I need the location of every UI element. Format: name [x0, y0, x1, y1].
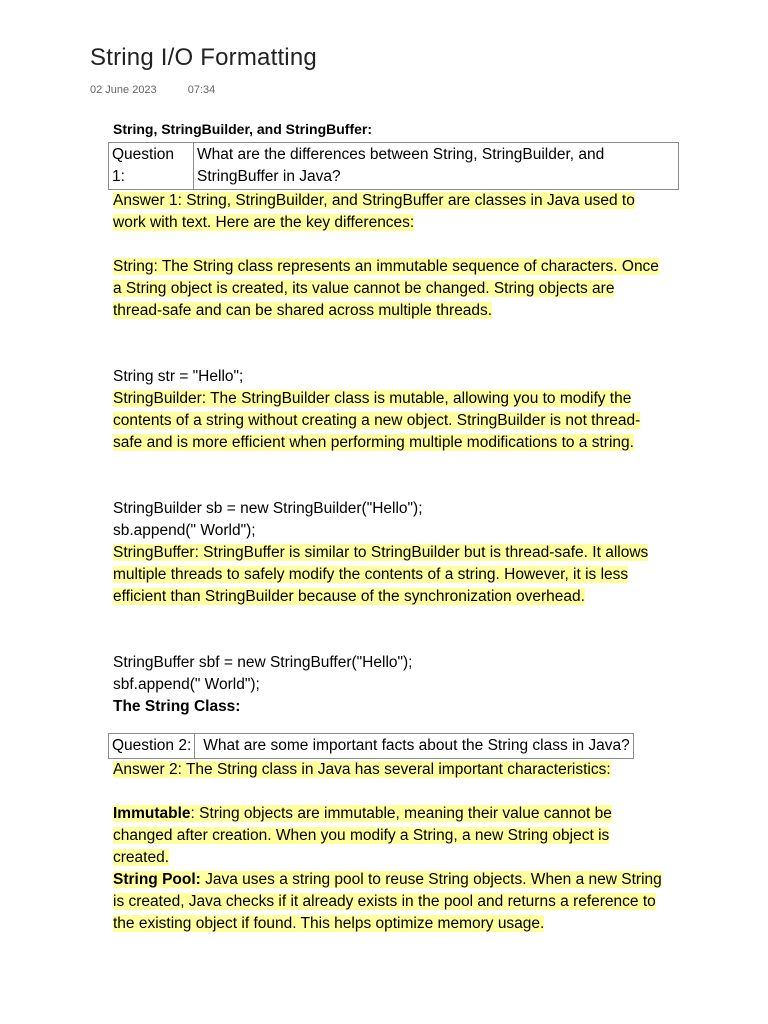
question-text-cell: What are some important facts about the String class in Java? [195, 734, 633, 759]
note-content[interactable] [113, 118, 678, 935]
code-block-1 [113, 366, 678, 388]
question-table-1 [108, 142, 679, 190]
text-line: : String objects are immutable, meaning their value cannot be [190, 805, 612, 822]
page-timestamp [90, 84, 215, 96]
code-block-2 [113, 498, 678, 542]
text-line: efficient than StringBuilder because of the synchronization overhead. [113, 588, 585, 605]
text-line: is created, Java checks if it already exists in the pool and returns a reference to [113, 893, 656, 910]
question-label-cell [109, 143, 194, 190]
page-time: 07:34 [187, 84, 216, 96]
text-line: safe and is more efficient when performing multiple modifications to a string. [113, 434, 634, 451]
text-line: StringBuffer: StringBuffer is similar to StringBuilder but is thread-safe. It allows [113, 544, 649, 561]
question-label-line: Question [112, 146, 175, 163]
text-line: Answer 2: The String class in Java has several important characteristics: [113, 761, 611, 778]
text-line: StringBuilder: The StringBuilder class is mutable, allowing you to modify the [113, 390, 632, 407]
text-line: String: The String class represents an immutable sequence of characters. Once [113, 258, 659, 275]
term-string-pool: String Pool: [113, 871, 201, 888]
code-line: sbf.append(" World"); [113, 676, 260, 693]
question-table-2 [108, 733, 634, 759]
code-line: StringBuilder sb = new StringBuilder("Hello"); [113, 500, 423, 517]
stringbuffer-paragraph [113, 542, 678, 608]
section-heading: The String Class: [113, 698, 241, 715]
text-line: changed after creation. When you modify a String, a new String object is [113, 827, 610, 844]
question-text-line: What are the differences between String, StringBuilder, and [197, 146, 605, 163]
immutable-paragraph [113, 803, 678, 869]
code-line: sb.append(" World"); [113, 522, 256, 539]
section-heading: String, StringBuilder, and StringBuffer: [113, 121, 372, 137]
question-text-cell [194, 143, 679, 190]
text-line: thread-safe and can be shared across multiple threads. [113, 302, 493, 319]
answer-2 [113, 759, 678, 781]
string-pool-paragraph [113, 869, 678, 935]
answer-1 [113, 190, 678, 234]
string-paragraph [113, 256, 678, 322]
term-immutable: Immutable [113, 805, 191, 822]
stringbuilder-paragraph [113, 388, 678, 454]
code-line: String str = "Hello"; [113, 368, 244, 385]
code-block-3 [113, 652, 678, 696]
page-title: String I/O Formatting [90, 44, 317, 71]
text-line: a String object is created, its value cannot be changed. String objects are [113, 280, 615, 297]
question-text-line: StringBuffer in Java? [197, 168, 341, 185]
text-line: Java uses a string pool to reuse String objects. When a new String [200, 871, 662, 888]
text-line: contents of a string without creating a new object. StringBuilder is not thread- [113, 412, 641, 429]
question-label-line: 1: [112, 168, 125, 185]
page-date: 02 June 2023 [90, 84, 157, 96]
text-line: multiple threads to safely modify the contents of a string. However, it is less [113, 566, 629, 583]
text-line: created. [113, 849, 170, 866]
code-line: StringBuffer sbf = new StringBuffer("Hello"); [113, 654, 413, 671]
text-line: the existing object if found. This helps optimize memory usage. [113, 915, 545, 932]
text-line: work with text. Here are the key differences: [113, 214, 415, 231]
question-label-cell: Question 2: [109, 734, 195, 759]
text-line: Answer 1: String, StringBuilder, and StringBuffer are classes in Java used to [113, 192, 635, 209]
